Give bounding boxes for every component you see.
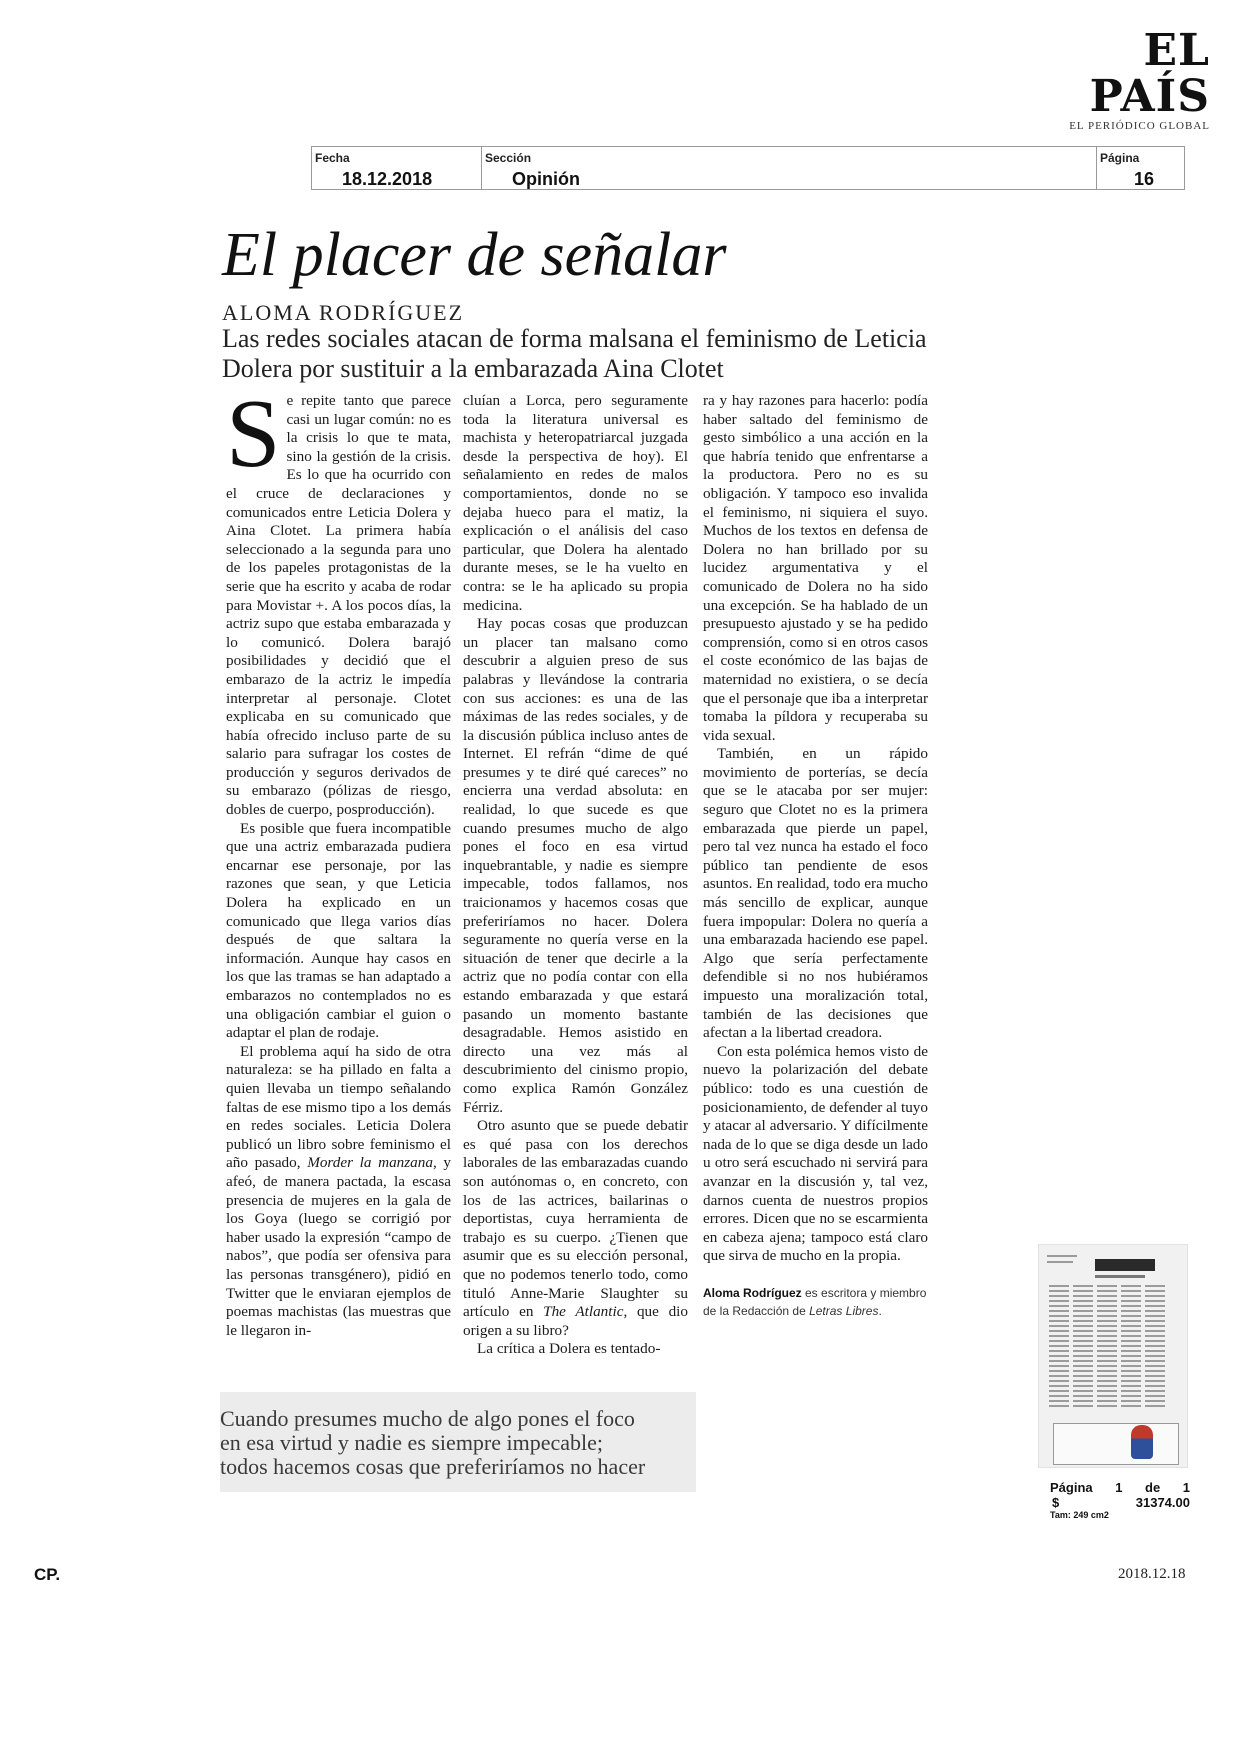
paragraph: cluían a Lorca, pero seguramente toda la literatura universal es machista y heteropatriarcal juzgada desde la perspectiva de hoy). El señalamiento en redes de malos comportamientos, donde no se dejaba hueco para el matiz, la explicación o el análisis del caso particular, que Dolera ha alentado durante meses, se le ha vuelto en contra: se le ha aplicado su propia medicina.: [463, 392, 688, 614]
paragraph: Es posible que fuera incompatible que una actriz embarazada pudiera encarnar ese personaje, por las razones que sean, y que Leticia Dolera ha explicado en un comunicado que llega varios días después de que saltara la información. Aunque hay casos en los que las tramas se han adaptado a embarazos no contemplados no es una obligación cambiar el guion o adaptar el plan de rodaje.: [226, 819, 451, 1042]
paragraph: [226, 1043, 451, 1341]
author-note-text: es escritora y miembro de la Redacción de: [703, 1285, 927, 1318]
footer-date: 2018.12.18: [1118, 1566, 1186, 1582]
size-info: Tam: 249 cm2: [1050, 1510, 1109, 1520]
magazine-title: The Atlantic: [543, 1303, 624, 1321]
pagina-label: Página: [1100, 151, 1140, 165]
thumbnail-column: [1145, 1285, 1165, 1409]
article-headline: El placer de señalar: [222, 221, 727, 289]
paragraph: Hay pocas cosas que produzcan un placer tan malsano como descubrir a alguien preso de sus palabras y llevándose la contraria con sus acciones: es una de las máximas de las redes sociales, y de la discusión pública incluso antes de Internet. El refrán “dime de qué presumes y te diré qué careces” no encierra una verdad absoluta: en realidad, lo que sucede es que cuando presumes mucho de algo pones el foco en esa virtud inquebrantable, y nadie es siempre impecable, todos fallamos, nos traicionamos y hacemos cosas que preferiríamos no hacer. Dolera seguramente no quería verse en la situación de tener que decirle a la actriz que no podía contar con ella estando embarazada y que estará pasando un momento bastante desagradable. Hemos asistido en directo una vez más al descubrimiento del cinismo propio, como explica Ramón González Férriz.: [463, 615, 688, 1116]
author-name: Aloma Rodríguez: [703, 1285, 802, 1300]
seccion-value: Opinión: [512, 169, 580, 189]
pull-quote-line: todos hacemos cosas que preferiríamos no hacer: [220, 1454, 646, 1479]
price-row: [1050, 1495, 1190, 1510]
author-note: [703, 1284, 928, 1320]
fecha-cell: [312, 147, 482, 189]
thumbnail-line: [1047, 1255, 1077, 1257]
pull-quote: [220, 1392, 696, 1492]
paragraph: [463, 1117, 688, 1340]
paragraph-text: Otro asunto que se puede debatir es qué pasa con los derechos laborales de las embarazadas cuando son autónomas o, en concreto, con los de las actrices, bailarinas o deportistas, cuya herramienta de trabajo es su cuerpo. ¿Tienen que asumir que es su elección personal, que no podemos tenerlo todo, como tituló Anne-Marie Slaughter su artículo en: [463, 1117, 688, 1321]
paragraph: Con esta polémica hemos visto de nuevo la polarización del debate público: todo es una cuestión de posicionamiento, de defender al tuyo y atacar al adversario. Y difícilmente nada de lo que se diga desde un lado u otro será escuchado ni servirá para avanzar en la discusión y, tal vez, darnos cuenta de nuestros propios errores. Dicen que no se escarmienta en cabeza ajena; tampoco está claro que sirva de mucho en la propia.: [703, 1042, 928, 1265]
thumbnail-superhero-figure: [1131, 1425, 1153, 1459]
pull-quote-line: Cuando presumes mucho de algo pones el foco: [220, 1406, 635, 1431]
thumbnail-column: [1121, 1285, 1141, 1409]
paragraph-text: El problema aquí ha sido de otra naturaleza: se ha pillado en falta a quien llevaba un tiempo señalando faltas de ese mismo tipo a los demás en redes sociales. Leticia Dolera publicó un libro sobre feminismo el año pasado,: [226, 1042, 451, 1172]
paragraph-text: , que dio origen a su libro?: [463, 1303, 688, 1339]
book-title: Morder la manzana: [307, 1154, 433, 1172]
seccion-cell: [482, 147, 1097, 189]
pagina-cell: [1097, 147, 1184, 189]
page-info: [1050, 1480, 1190, 1521]
article-column-2: [463, 392, 688, 1359]
page-label: Página: [1050, 1480, 1093, 1495]
page-total: 1: [1182, 1480, 1190, 1495]
thumbnail-cartoon: [1053, 1423, 1179, 1465]
footer-cp: CP.: [34, 1565, 61, 1584]
thumbnail-subtitle-bar: [1095, 1275, 1145, 1278]
drop-cap: S: [226, 380, 281, 488]
pagina-value: 16: [1133, 169, 1154, 189]
paragraph: ra y hay razones para hacerlo: podía haber saltado del feminismo de gesto simbólico a una acción en la que habría tenido que enfrentarse a la productora. Pero no es su obligación. Y tampoco eso invalida el feminismo, ni siquiera el suyo. Muchos de los textos en defensa de Dolera no han brillado por su lucidez argumentativa y el comunicado de Dolera no ha sido una excepción. Se ha hablado de un presupuesto ajustado y se ha pedido comprensión, como si en otros casos el coste económico de las bajas de maternidad no existiera, o se decía que el personaje que iba a interpretar tomaba la píldora y recuperaba su vida sexual.: [703, 392, 928, 744]
newspaper-logo: [1030, 25, 1210, 132]
thumbnail-column: [1097, 1285, 1117, 1409]
page-num: 1: [1115, 1480, 1123, 1495]
pull-quote-line: en esa virtud y nadie es siempre impecable;: [220, 1430, 604, 1455]
thumbnail-title-bar: [1095, 1259, 1155, 1271]
thumbnail-line: [1047, 1261, 1073, 1263]
paragraph-text: , y afeó, de manera pactada, la escasa presencia de mujeres en la gala de los Goya (luego se corrigió por haber usado la expresión “campo de nabos”, que podía ser ofensiva para las personas transgénero), pidió en Twitter que le enviaran ejemplos de poemas machistas (las muestras que le llegaron in-: [226, 1154, 451, 1339]
thumbnail-column: [1073, 1285, 1093, 1409]
logo-text: EL PAÍS: [1089, 25, 1210, 122]
article-column-1: [226, 380, 451, 1340]
article-byline: ALOMA RODRÍGUEZ: [222, 300, 465, 325]
page-de: de: [1145, 1480, 1161, 1495]
fecha-value: 18.12.2018: [342, 169, 433, 189]
thumbnail-column: [1049, 1285, 1069, 1409]
page-thumbnail: [1038, 1244, 1188, 1468]
paragraph-text: e repite tanto que parece casi un lugar común: no es la crisis lo que te mata, sino la gestión de la crisis. Es lo que ha ocurrido con el cruce de declaraciones y comunicados entre Leticia Dolera y Aina Clotet. La primera había seleccionado a la segunda para uno de los papeles protagonistas de la serie que ha escrito y acaba de rodar para Movistar +. A los pocos días, la actriz supo que estaba embarazada y lo comunicó. Dolera barajó posibilidades y decidió que el embarazo de la actriz le impedía interpretar al personaje. Clotet explicaba en su comunicado que había ofrecido incluso parte de su salario para sufragar los costes de producción y seguros derivados de su embarazo (pólizas de riesgo, dobles de cuerpo, posproducción).: [226, 392, 451, 819]
paragraph: También, en un rápido movimiento de porterías, se decía que se le atacaba por ser mujer: seguro que Clotet no es la primera embarazada que pierde un papel, pero tal vez nunca ha estado el foco público tan pendiente de esos asuntos. En realidad, todo era mucho más sencillo de explicar, aunque fuera impopular: Dolera no quería a una embarazada haciendo ese papel. Algo que sería perfectamente defendible si no nos hubiéramos impuesto una moralización total, también de las decisiones que afectan a la libertad creadora.: [703, 745, 928, 1042]
author-note-text: .: [878, 1303, 882, 1318]
article-subtitle: Las redes sociales atacan de forma malsana el feminismo de Leticia Dolera por sustituir a la embarazada Aina Clotet: [222, 324, 927, 383]
currency-symbol: $: [1052, 1495, 1060, 1510]
price-amount: 31374.00: [1135, 1495, 1190, 1510]
paragraph: [226, 380, 451, 820]
paragraph: La crítica a Dolera es tentado-: [477, 1340, 661, 1358]
page-count-row: [1050, 1480, 1190, 1495]
logo-tagline: EL PERIÓDICO GLOBAL: [1069, 120, 1210, 132]
magazine-name: Letras Libres: [809, 1303, 879, 1318]
fecha-label: Fecha: [315, 151, 350, 165]
article-column-3: [703, 392, 928, 1320]
clipping-info-box: [311, 146, 1185, 190]
seccion-label: Sección: [485, 151, 532, 165]
